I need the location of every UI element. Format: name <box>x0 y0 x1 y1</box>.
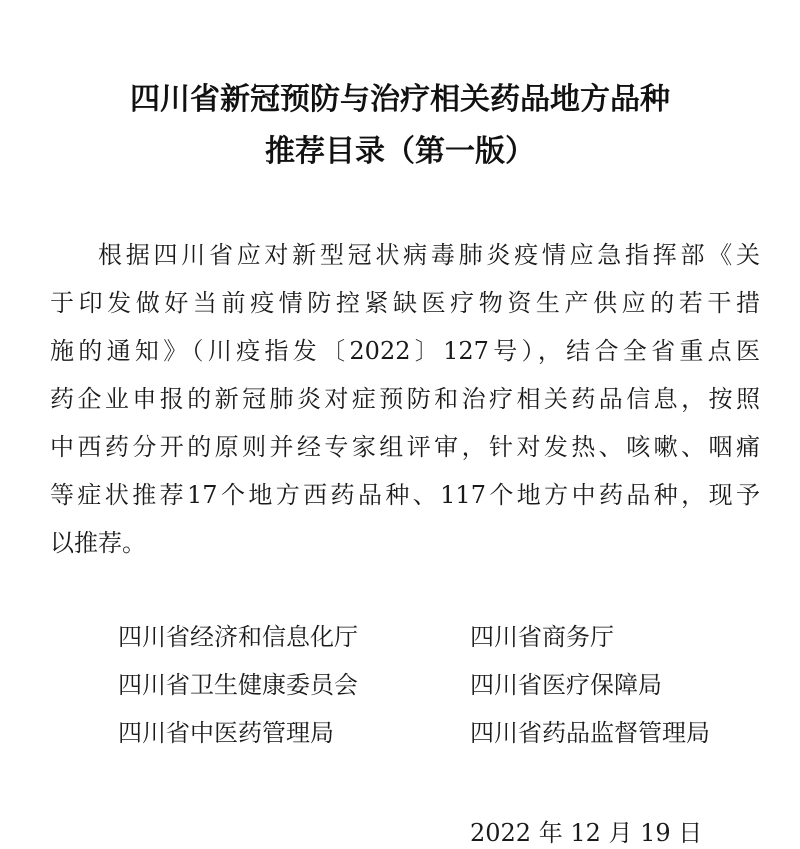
body-paragraph-line-4: 药企业申报的新冠肺炎对症预防和治疗相关药品信息，按照 <box>50 385 760 413</box>
signatory-tcm-bureau: 四川省中医药管理局 <box>118 719 334 747</box>
body-paragraph-line-5: 中西药分开的原则并经专家组评审，针对发热、咳嗽、咽痛 <box>50 433 760 461</box>
signatory-drug-admin-bureau: 四川省药品监督管理局 <box>470 719 710 747</box>
body-paragraph-line-7: 以推荐。 <box>50 529 146 557</box>
document-title-line-2: 推荐目录（第一版） <box>265 134 535 169</box>
signatory-medical-security-bureau: 四川省医疗保障局 <box>470 671 662 699</box>
document-date: 2022 年 12 月 19 日 <box>470 819 703 847</box>
body-paragraph-line-6: 等症状推荐17个地方西药品种、117个地方中药品种，现予 <box>50 481 760 509</box>
document-title-line-1: 四川省新冠预防与治疗相关药品地方品种 <box>130 82 670 117</box>
body-paragraph-line-2: 于印发做好当前疫情防控紧缺医疗物资生产供应的若干措 <box>50 289 760 317</box>
signatory-health-commission: 四川省卫生健康委员会 <box>118 671 358 699</box>
signatory-commerce-dept: 四川省商务厅 <box>470 623 614 651</box>
body-paragraph-line-3: 施的通知》（川疫指发〔2022〕127号），结合全省重点医 <box>50 337 760 365</box>
body-paragraph-line-1: 根据四川省应对新型冠状病毒肺炎疫情应急指挥部《关 <box>98 241 760 269</box>
signatory-economy-info-dept: 四川省经济和信息化厅 <box>118 623 358 651</box>
